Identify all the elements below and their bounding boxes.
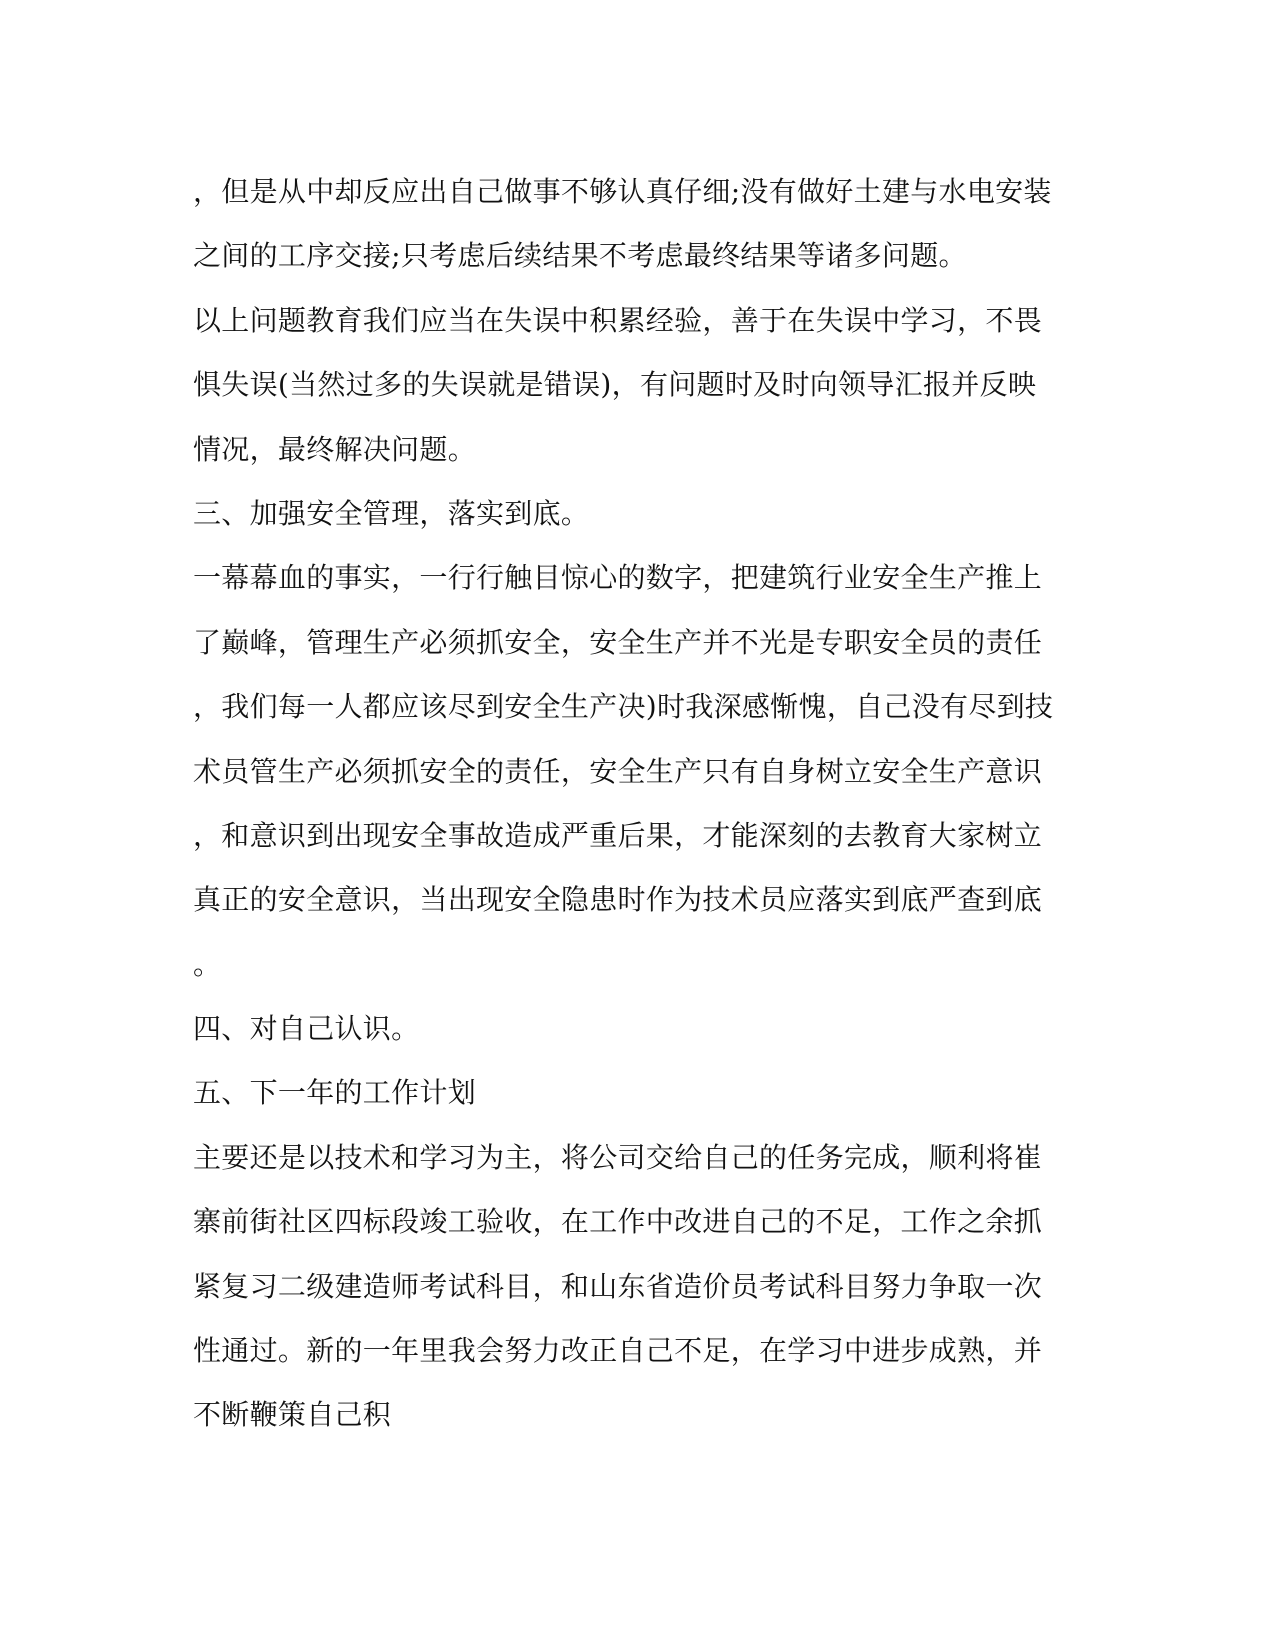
section-heading: 三、加强安全管理，落实到底。 — [193, 496, 590, 530]
text-line: 一幕幕血的事实，一行行触目惊心的数字，把建筑行业安全生产推上 — [193, 561, 1043, 595]
text-line: 以上问题教育我们应当在失误中积累经验，善于在失误中学习，不畏 — [193, 303, 1043, 337]
text-line: 性通过。新的一年里我会努力改正自己不足，在学习中进步成熟，并 — [193, 1334, 1043, 1368]
text-line: 情况，最终解决问题。 — [193, 432, 477, 466]
text-line: ，我们每一人都应该尽到安全生产决)时我深感惭愧，自己没有尽到技 — [193, 690, 1054, 724]
text-line: 不断鞭策自己积 — [193, 1398, 392, 1432]
text-line: 了巅峰，管理生产必须抓安全，安全生产并不光是专职安全员的责任 — [193, 625, 1043, 659]
text-line: 寨前街社区四标段竣工验收，在工作中改进自己的不足，工作之余抓 — [193, 1205, 1043, 1239]
text-line: 。 — [193, 947, 222, 981]
text-line: 术员管生产必须抓安全的责任，安全生产只有自身树立安全生产意识 — [193, 754, 1043, 788]
text-line: 主要还是以技术和学习为主，将公司交给自己的任务完成，顺利将崔 — [193, 1140, 1043, 1174]
text-line: ，和意识到出现安全事故造成严重后果，才能深刻的去教育大家树立 — [193, 818, 1043, 852]
section-heading: 五、下一年的工作计划 — [193, 1076, 477, 1110]
text-line: 惧失误(当然过多的失误就是错误)，有问题时及时向领导汇报并反映 — [193, 368, 1037, 402]
text-line: 真正的安全意识，当出现安全隐患时作为技术员应落实到底严查到底 — [193, 883, 1043, 917]
body-text — [193, 160, 1093, 1448]
text-line: 紧复习二级建造师考试科目，和山东省造价员考试科目努力争取一次 — [193, 1269, 1043, 1303]
text-line: 之间的工序交接;只考虑后续结果不考虑最终结果等诸多问题。 — [193, 239, 967, 273]
text-line: ，但是从中却反应出自己做事不够认真仔细;没有做好土建与水电安装 — [193, 175, 1052, 208]
section-heading: 四、对自己认识。 — [193, 1012, 420, 1046]
